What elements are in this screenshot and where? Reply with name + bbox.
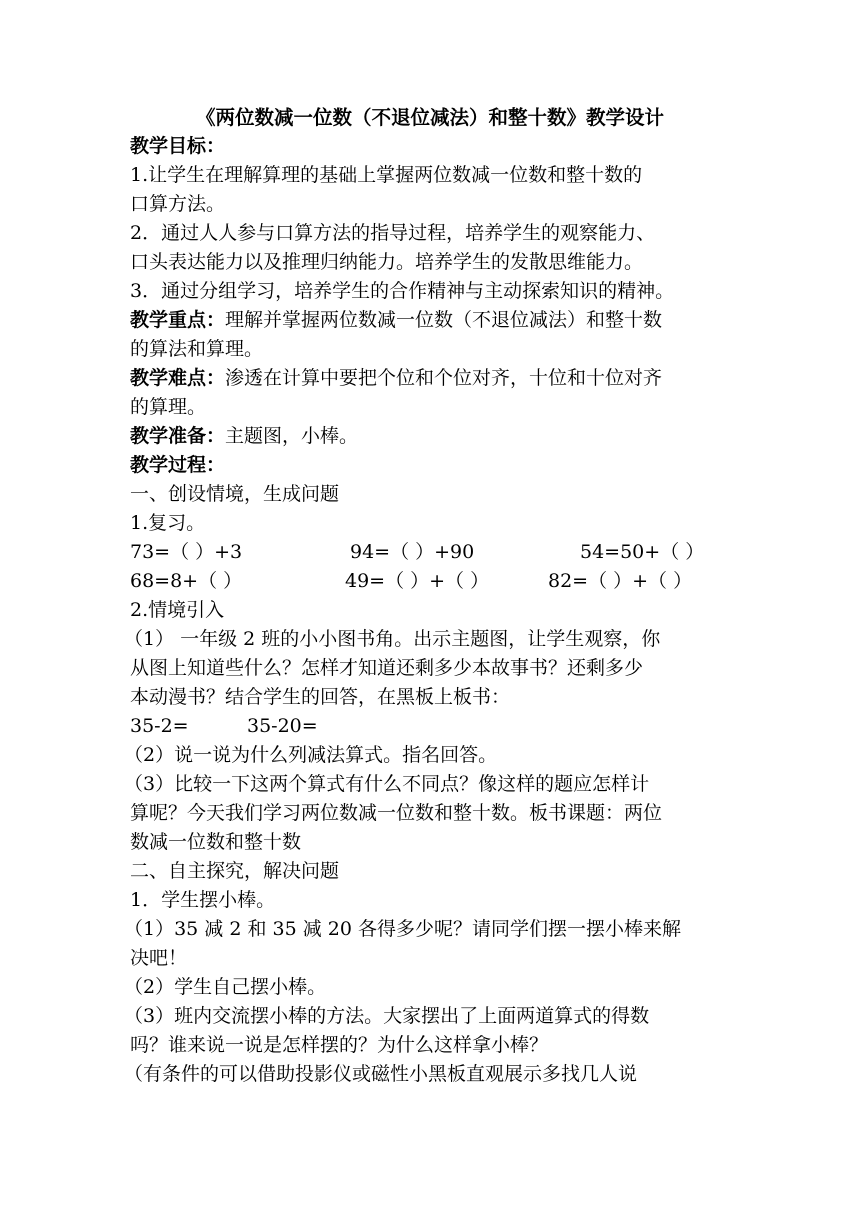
objective-line: 3．通过分组学习，培养学生的合作精神与主动探索知识的精神。 xyxy=(130,280,675,302)
review-exercise: 49=（ ）+（ ） xyxy=(345,570,490,592)
paragraph-line: （1） 一年级 2 班的小小图书角。出示主题图，让学生观察，你 xyxy=(124,628,661,650)
difficulty-label: 教学难点： xyxy=(130,367,226,389)
paragraph-line: 算呢？今天我们学习两位数减一位数和整十数。板书课题：两位 xyxy=(130,802,663,824)
review-exercise-row xyxy=(130,538,730,567)
paragraph-line: 从图上知道些什么？怎样才知道还剩多少本故事书？还剩多少 xyxy=(130,657,644,679)
key-point-text: 理解并掌握两位数减一位数（不退位减法）和整十数 xyxy=(225,309,663,331)
document-page xyxy=(124,103,730,1089)
process-heading: 教学过程： xyxy=(130,454,226,476)
objective-line: 1.让学生在理解算理的基础上掌握两位数减一位数和整十数的 xyxy=(130,164,643,186)
paragraph-line: （2）说一说为什么列减法算式。指名回答。 xyxy=(124,744,498,766)
paragraph-line: （3）比较一下这两个算式有什么不同点？像这样的题应怎样计 xyxy=(124,773,650,795)
paragraph-line: （有条件的可以借助投影仪或磁性小黑板直观展示多找几人说 xyxy=(124,1063,638,1085)
document-title: 《两位数减一位数（不退位减法）和整十数》教学设计 xyxy=(195,106,664,129)
review-exercise: 82=（ ）+（ ） xyxy=(548,570,693,592)
paragraph-line: （3）班内交流摆小棒的方法。大家摆出了上面两道算式的得数 xyxy=(124,1005,650,1027)
preparation-text: 主题图，小棒。 xyxy=(225,425,359,447)
step-label: 1．学生摆小棒。 xyxy=(130,889,276,911)
paragraph-line: 吗？谁来说一说是怎样摆的？为什么这样拿小棒？ xyxy=(130,1034,549,1056)
equation: 35-2= xyxy=(130,715,189,737)
difficulty-text: 渗透在计算中要把个位和个位对齐，十位和十位对齐 xyxy=(225,367,663,389)
section1-heading: 一、创设情境，生成问题 xyxy=(130,483,340,505)
review-label: 1.复习。 xyxy=(130,512,206,534)
review-exercise: 54=50+（ ） xyxy=(580,541,705,563)
review-exercise: 73=（ ）+3 xyxy=(130,541,243,563)
paragraph-line: （1）35 减 2 和 35 减 20 各得多少呢？请同学们摆一摆小棒来解 xyxy=(124,918,681,940)
preparation-line xyxy=(130,422,730,451)
section2-heading: 二、自主探究，解决问题 xyxy=(130,860,340,882)
objective-line: 口算方法。 xyxy=(130,193,226,215)
objective-line: 口头表达能力以及推理归纳能力。培养学生的发散思维能力。 xyxy=(130,251,644,273)
equation: 35-20= xyxy=(247,715,318,737)
review-exercise-row xyxy=(130,567,730,596)
preparation-label: 教学准备： xyxy=(130,425,226,447)
key-point-text-cont: 的算法和算理。 xyxy=(130,338,264,360)
intro-label: 2.情境引入 xyxy=(130,599,225,621)
paragraph-line: 决吧！ xyxy=(130,947,188,969)
key-point-label: 教学重点： xyxy=(130,309,226,331)
paragraph-line: （2）学生自己摆小棒。 xyxy=(124,976,327,998)
paragraph-line: 数减一位数和整十数 xyxy=(130,831,302,853)
review-exercise: 94=（ ）+90 xyxy=(350,541,475,563)
difficulty-line xyxy=(130,364,730,393)
objectives-heading: 教学目标： xyxy=(130,135,226,157)
objective-line: 2．通过人人参与口算方法的指导过程，培养学生的观察能力、 xyxy=(130,222,656,244)
paragraph-line: 本动漫书？结合学生的回答，在黑板上板书： xyxy=(130,686,511,708)
review-exercise: 68=8+（ ） xyxy=(130,570,243,592)
difficulty-text-cont: 的算理。 xyxy=(130,396,207,418)
equation-row xyxy=(130,712,730,741)
key-point-line xyxy=(130,306,730,335)
